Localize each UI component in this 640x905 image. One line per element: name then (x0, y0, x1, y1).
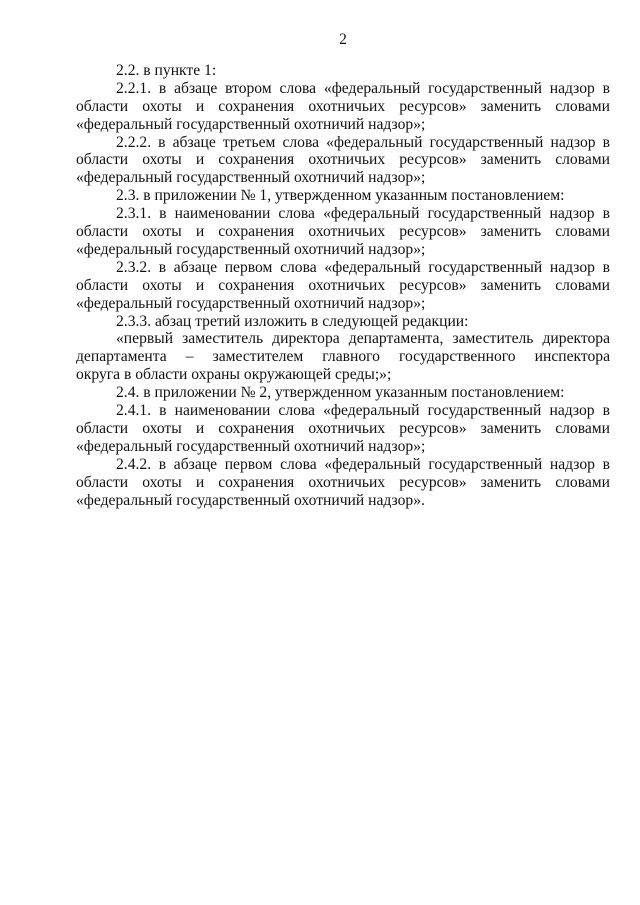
text-line: области охоты и сохранения охотничьих ресурсов» заменить словами (76, 223, 610, 241)
text-line: области охоты и сохранения охотничьих ресурсов» заменить словами (76, 97, 610, 115)
document-body (76, 62, 610, 509)
paragraph (76, 62, 610, 80)
text-line: 2.2. в пункте 1: (116, 62, 217, 79)
text-line: области охоты и сохранения охотничьих ресурсов» заменить словами (76, 276, 610, 294)
text-line: «первый заместитель директора департамента, заместитель директора (116, 330, 610, 348)
text-line: 2.4.1. в наименовании слова «федеральный государственный надзор в (116, 402, 610, 420)
paragraph (76, 187, 610, 205)
text-line: 2.3.2. в абзаце первом слова «федеральный государственный надзор в (116, 258, 610, 276)
paragraph (76, 313, 610, 331)
text-line: 2.3. в приложении № 1, утвержденном указанным постановлением: (116, 187, 565, 205)
text-line: 2.3.1. в наименовании слова «федеральный государственный надзор в (116, 205, 610, 223)
text-line: 2.2.2. в абзаце третьем слова «федеральный государственный надзор в (116, 133, 610, 151)
text-line: 2.2.1. в абзаце втором слова «федеральный государственный надзор в (116, 79, 610, 97)
text-line: 2.4.2. в абзаце первом слова «федеральный государственный надзор в (116, 455, 610, 473)
text-line: «федеральный государственный охотничий надзор». (76, 491, 425, 509)
text-line: «федеральный государственный охотничий надзор»; (76, 115, 426, 133)
paragraph (76, 402, 610, 456)
text-line: «федеральный государственный охотничий надзор»; (76, 437, 426, 455)
paragraph (76, 259, 610, 313)
text-line: 2.3.3. абзац третий изложить в следующей редакции: (116, 312, 469, 330)
text-line: 2.4. в приложении № 2, утвержденном указанным постановлением: (116, 384, 565, 402)
paragraph (76, 134, 610, 188)
page-number: 2 (339, 31, 347, 48)
paragraph (76, 384, 610, 402)
text-line: «федеральный государственный охотничий надзор»; (76, 240, 426, 258)
text-line: округа в области охраны окружающей среды;»; (76, 366, 392, 384)
text-line: департамента – заместителем главного государственного инспектора (76, 348, 610, 366)
text-line: «федеральный государственный охотничий надзор»; (76, 294, 426, 312)
text-line: «федеральный государственный охотничий надзор»; (76, 169, 426, 187)
paragraph (76, 80, 610, 134)
text-line: области охоты и сохранения охотничьих ресурсов» заменить словами (76, 151, 610, 169)
paragraph (76, 205, 610, 259)
text-line: области охоты и сохранения охотничьих ресурсов» заменить словами (76, 419, 610, 437)
text-line: области охоты и сохранения охотничьих ресурсов» заменить словами (76, 473, 610, 491)
paragraph (76, 330, 610, 384)
paragraph (76, 456, 610, 510)
